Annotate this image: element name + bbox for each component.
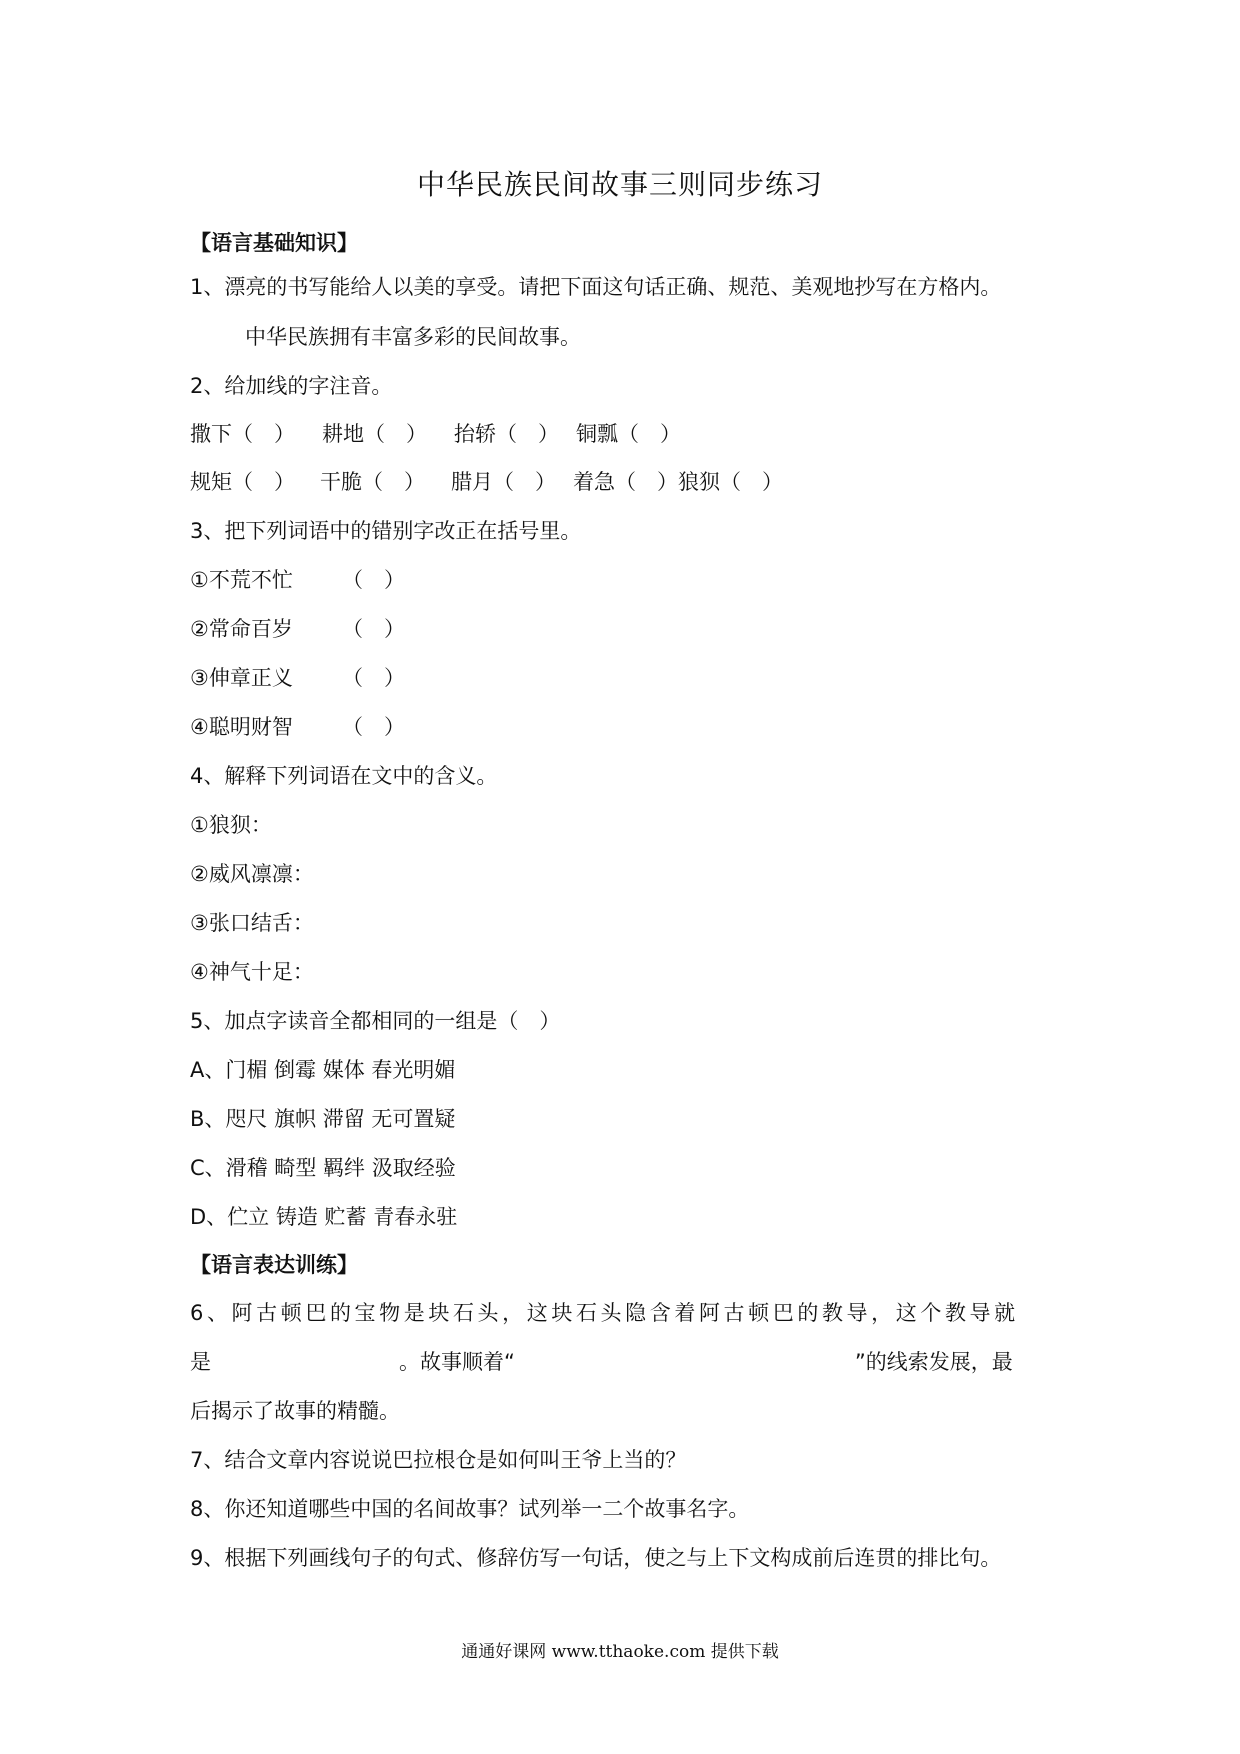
pinyin-item: 耕地（ ） (322, 422, 427, 446)
pinyin-item: 着急（ ） (573, 470, 678, 494)
question-2-row-2 (190, 467, 783, 497)
page-title: 中华民族民间故事三则同步练习 (416, 168, 823, 201)
question-5-option-b: B、咫尺 旗帜 滞留 无可置疑 (190, 1107, 456, 1131)
answer-blank: （ ） (342, 617, 405, 641)
q6-text: 。故事顺着“ (399, 1350, 515, 1374)
pinyin-item: 铜瓢（ ） (576, 422, 681, 446)
answer-blank: （ ） (342, 666, 405, 690)
question-5-option-c: C、滑稽 畸型 羁绊 汲取经验 (190, 1156, 456, 1180)
question-1-sentence: 中华民族拥有丰富多彩的民间故事。 (245, 325, 581, 349)
section-heading-expression: 【语言表达训练】 (190, 1253, 358, 1277)
question-3-item-3 (190, 663, 405, 693)
page-footer: 通通好课网 www.tthaoke.com 提供下载 (461, 1642, 779, 1662)
question-2: 2、给加线的字注音。 (190, 374, 393, 398)
q6-text: ”的线索发展，最 (854, 1350, 1013, 1374)
question-7: 7、结合文章内容说说巴拉根仓是如何叫王爷上当的？ (190, 1448, 687, 1472)
question-6-line-2 (190, 1347, 1060, 1377)
question-3-item-1 (190, 565, 405, 595)
wrong-word: ③伸章正义 (190, 666, 293, 690)
question-5-option-a: A、门楣 倒霉 媒体 春光明媚 (190, 1058, 456, 1082)
pinyin-item: 腊月（ ） (451, 470, 556, 494)
wrong-word: ①不荒不忙 (190, 568, 293, 592)
question-2-row-1 (190, 419, 681, 449)
question-3-item-2 (190, 614, 405, 644)
question-8: 8、你还知道哪些中国的名间故事？试列举一二个故事名字。 (190, 1497, 750, 1521)
question-6-line-3: 后揭示了故事的精髓。 (190, 1399, 400, 1423)
question-5-option-d: D、伫立 铸造 贮蓄 青春永驻 (190, 1205, 458, 1229)
question-1: 1、漂亮的书写能给人以美的享受。请把下面这句话正确、规范、美观地抄写在方格内。 (190, 275, 1002, 299)
q6-text: 是 (190, 1350, 211, 1374)
pinyin-item: 干脆（ ） (320, 470, 425, 494)
question-4-item-4: ④神气十足： (190, 960, 314, 984)
question-9: 9、根据下列画线句子的句式、修辞仿写一句话，使之与上下文构成前后连贯的排比句。 (190, 1546, 1002, 1570)
question-5: 5、加点字读音全都相同的一组是（ ） (190, 1009, 561, 1033)
question-3-item-4 (190, 712, 405, 742)
question-3: 3、把下列词语中的错别字改正在括号里。 (190, 519, 582, 543)
answer-blank: （ ） (342, 568, 405, 592)
question-6-line-1: 6、阿古顿巴的宝物是块石头，这块石头隐含着阿古顿巴的教导，这个教导就 (190, 1301, 1019, 1325)
pinyin-item: 规矩（ ） (190, 470, 295, 494)
pinyin-item: 撒下（ ） (190, 422, 295, 446)
question-4: 4、解释下列词语在文中的含义。 (190, 764, 498, 788)
pinyin-item: 狼狈（ ） (678, 470, 783, 494)
pinyin-item: 抬轿（ ） (454, 422, 559, 446)
question-4-item-2: ②威风凛凛： (190, 862, 314, 886)
wrong-word: ②常命百岁 (190, 617, 293, 641)
answer-blank: （ ） (342, 715, 405, 739)
section-heading-basics: 【语言基础知识】 (190, 231, 358, 255)
question-4-item-1: ①狼狈： (190, 813, 272, 837)
wrong-word: ④聪明财智 (190, 715, 293, 739)
question-4-item-3: ③张口结舌： (190, 911, 314, 935)
